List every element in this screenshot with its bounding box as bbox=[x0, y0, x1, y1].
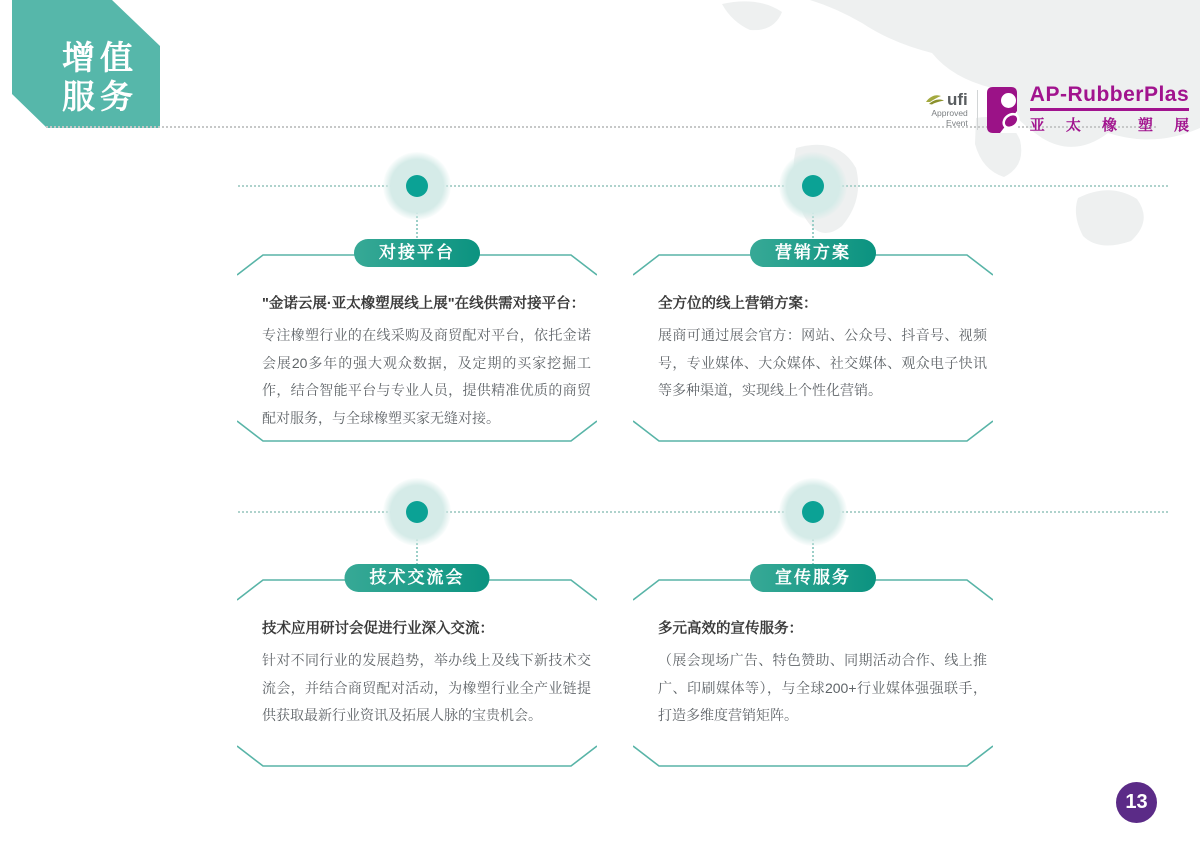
card-heading: "金诺云展·亚太橡塑展线上展"在线供需对接平台： bbox=[262, 296, 586, 312]
card-body: 针对不同行业的发展趋势，举办线上及线下新技术交流会，并结合商贸配对活动，为橡塑行业全产业链提供获取最新行业资讯及拓展人脉的宝贵机会。 bbox=[262, 652, 591, 723]
card-heading: 全方位的线上营销方案： bbox=[658, 296, 818, 312]
card-marketing-plan bbox=[633, 243, 993, 443]
ufi-wing-icon bbox=[925, 93, 945, 106]
ap-rubberplas-mark-icon bbox=[987, 87, 1021, 133]
brand-text-block bbox=[1030, 84, 1189, 135]
timeline-node-dot bbox=[406, 501, 428, 523]
card-heading: 多元高效的宣传服务： bbox=[658, 621, 803, 637]
timeline-node-dot bbox=[802, 175, 824, 197]
brand-name: AP-RubberPlas bbox=[1030, 84, 1189, 111]
ufi-event-text: Event bbox=[946, 117, 968, 128]
ufi-logo-text: ufi bbox=[947, 89, 968, 109]
page-title-line1: 增值 bbox=[62, 39, 138, 76]
card-body: 展商可通过展会官方：网站、公众号、抖音号、视频号，专业媒体、大众媒体、社交媒体、观众电子快讯等多种渠道，实现线上个性化营销。 bbox=[658, 327, 987, 398]
timeline-node-dot bbox=[406, 175, 428, 197]
ufi-logo bbox=[925, 89, 968, 128]
row2-dotted-line bbox=[238, 511, 1168, 513]
page-title bbox=[62, 38, 138, 116]
card-body: 专注橡塑行业的在线采购及商贸配对平台，依托金诺会展20多年的强大观众数据，及定期的买家挖掘工作，结合智能平台与专业人员，提供精准优质的商贸配对服务，与全球橡塑买家无缝对接。 bbox=[262, 327, 591, 426]
card-publicity-service bbox=[633, 568, 993, 768]
card-pill-label: 对接平台 bbox=[354, 239, 480, 267]
card-heading: 技术应用研讨会促进行业深入交流： bbox=[262, 621, 494, 637]
row1-dotted-line bbox=[238, 185, 1168, 187]
brand-name-chinese: 亚太橡塑展 bbox=[1029, 117, 1190, 134]
card-body: （展会现场广告、特色赞助、同期活动合作、线上推广、印刷媒体等），与全球200+行业媒体强强联手，打造多维度营销矩阵。 bbox=[658, 652, 987, 723]
page-title-line2: 服务 bbox=[62, 78, 138, 115]
card-matching-platform bbox=[237, 243, 597, 443]
card-pill-label: 营销方案 bbox=[750, 239, 876, 267]
card-pill-label: 宣传服务 bbox=[750, 564, 876, 592]
logo-divider bbox=[977, 90, 978, 130]
logo-area bbox=[925, 84, 1189, 135]
timeline-node-dot bbox=[802, 501, 824, 523]
ufi-approved-text: Approved bbox=[931, 107, 968, 118]
page-number-badge: 13 bbox=[1116, 782, 1157, 823]
card-tech-exchange bbox=[237, 568, 597, 768]
card-pill-label: 技术交流会 bbox=[345, 564, 490, 592]
